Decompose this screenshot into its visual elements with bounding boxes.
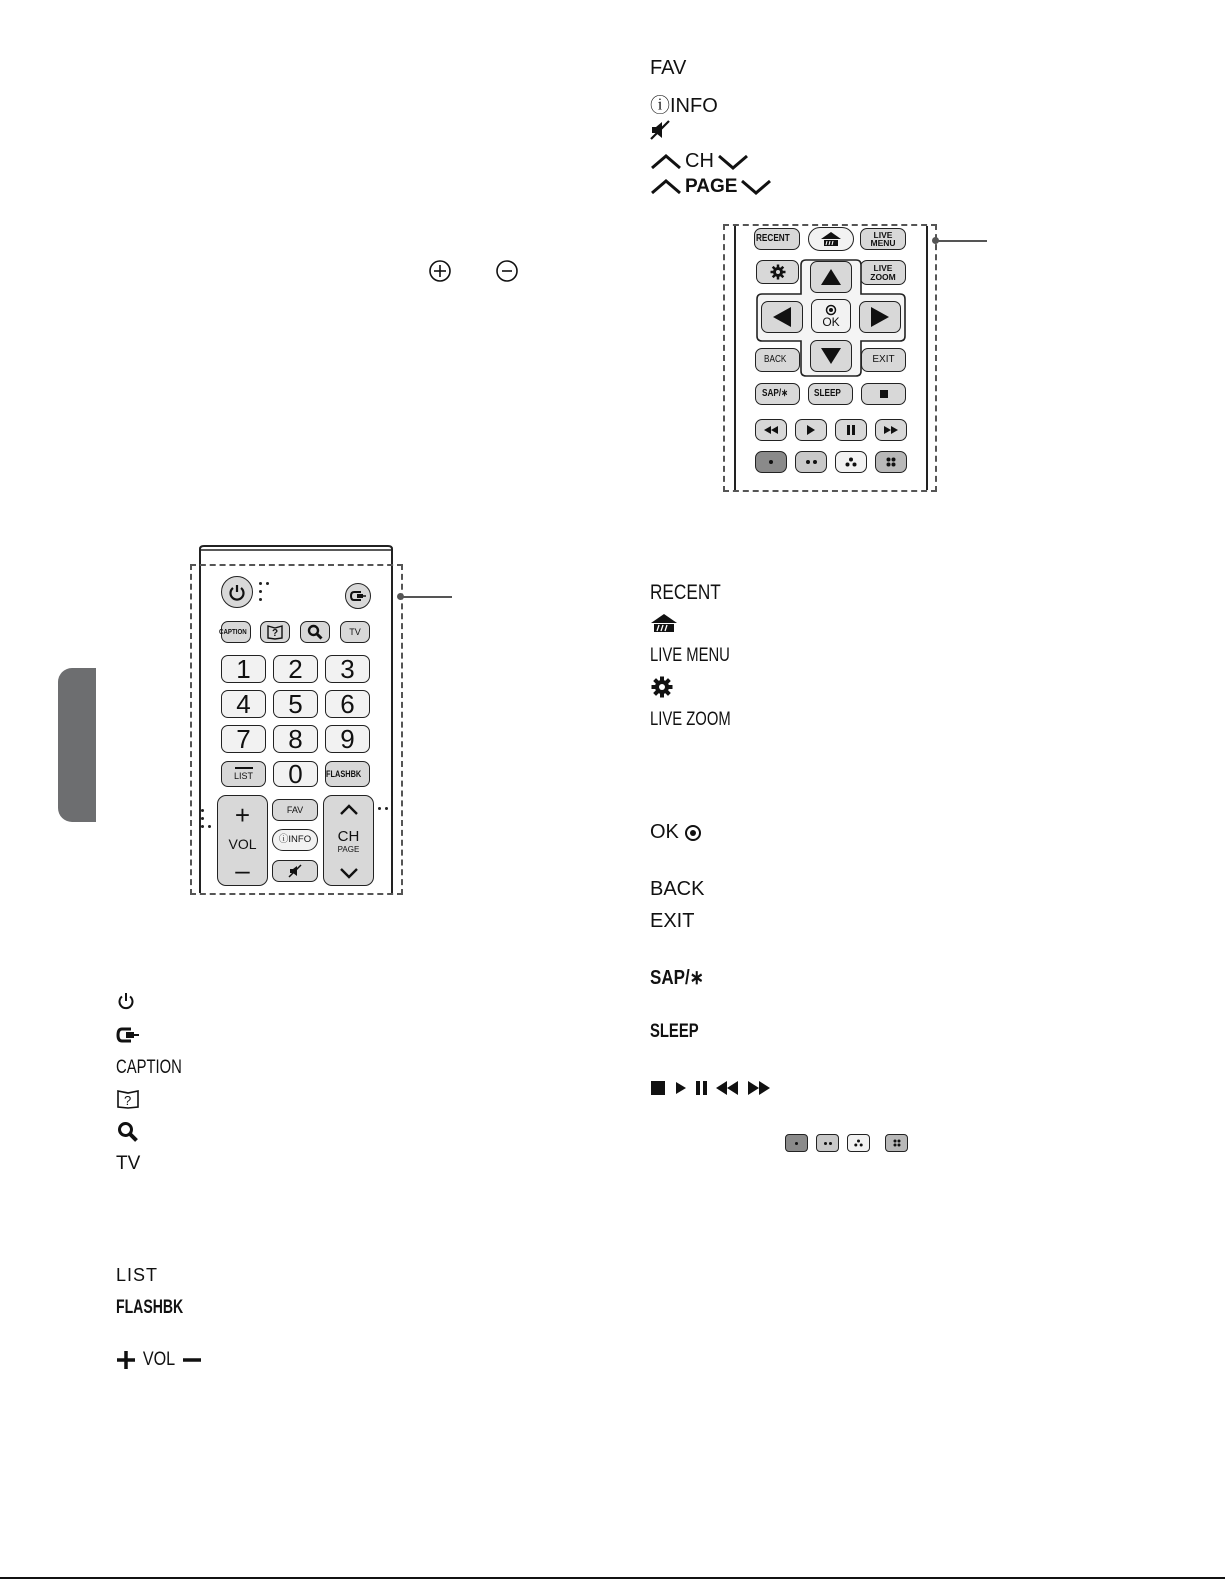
live-zoom-button[interactable]: LIVE ZOOM (860, 260, 906, 285)
sleep-button[interactable]: SLEEP (808, 383, 853, 405)
ok-dot-icon (684, 824, 702, 842)
channel-rocker[interactable]: CH PAGE (323, 795, 374, 886)
live-zoom-label: LIVE ZOOM (650, 709, 731, 730)
chevron-up-icon (339, 804, 359, 816)
down-arrow-button[interactable] (810, 340, 852, 372)
rewind-icon (764, 426, 778, 434)
color-button-1[interactable] (755, 451, 787, 473)
digit-9-button[interactable]: 9 (325, 725, 370, 753)
left-arrow-button[interactable] (761, 301, 803, 333)
indicator-dots (259, 582, 273, 602)
recent-label: RECENT (650, 581, 721, 604)
color-chip-4 (885, 1134, 908, 1152)
color-chip-3 (847, 1134, 870, 1152)
ok-label: OK (650, 821, 702, 844)
live-menu-label: LIVE MENU (650, 645, 730, 666)
recent-button[interactable]: RECENT (754, 228, 800, 250)
digit-8-button[interactable]: 8 (273, 725, 318, 753)
digit-2-button[interactable]: 2 (273, 655, 318, 683)
color-chip-2 (816, 1134, 839, 1152)
page-bottom-rule (0, 1577, 1225, 1579)
mute-button[interactable] (272, 860, 318, 882)
flashbk-label: FLASHBK (116, 1297, 184, 1318)
help-book-icon (266, 624, 284, 640)
settings-gear-icon (651, 676, 673, 698)
ok-button[interactable]: OK (811, 299, 851, 333)
sap-button[interactable]: SAP/∗ (755, 383, 800, 405)
vol-plus-icon: + (234, 800, 251, 830)
digit-0-button[interactable]: 0 (273, 761, 318, 787)
input-icon (116, 1025, 140, 1045)
vol-label: VOL (116, 1349, 202, 1371)
sleep-label: SLEEP (650, 1021, 699, 1042)
home-icon (819, 231, 843, 247)
playback-icons (650, 1079, 774, 1099)
plus-icon (116, 1350, 136, 1370)
ch-label: CH (650, 150, 749, 173)
caption-button[interactable]: CAPTION (221, 621, 251, 643)
triangle-right-icon (870, 306, 890, 328)
chevron-down-icon (740, 178, 772, 196)
vol-minus-icon: – (235, 855, 250, 885)
triangle-up-icon (820, 268, 842, 286)
color-button-3[interactable] (835, 451, 867, 473)
search-button[interactable] (300, 621, 330, 643)
exit-button[interactable]: EXIT (861, 348, 906, 372)
color-button-4[interactable] (875, 451, 907, 473)
power-icon (117, 992, 135, 1010)
play-icon (807, 425, 815, 435)
tv-button[interactable]: TV (340, 621, 370, 643)
caption-label: CAPTION (116, 1057, 182, 1078)
help-book-icon (116, 1088, 140, 1110)
exit-label: EXIT (650, 910, 695, 932)
tv-label: TV (116, 1153, 141, 1174)
list-label: LIST (116, 1265, 159, 1285)
rewind-icon (716, 1081, 738, 1095)
fav-button[interactable]: FAV (272, 799, 318, 821)
rewind-button[interactable] (755, 419, 787, 441)
color-chip-1 (785, 1134, 808, 1152)
color-button-2[interactable] (795, 451, 827, 473)
info-label: ⓘINFO (650, 95, 718, 117)
stop-button[interactable] (861, 383, 906, 405)
fav-label: FAV (650, 57, 687, 79)
fast-forward-button[interactable] (875, 419, 907, 441)
input-button[interactable] (345, 583, 371, 609)
minus-circle-icon (495, 259, 519, 283)
power-button[interactable] (221, 576, 253, 608)
fast-forward-icon (884, 426, 898, 434)
right-arrow-button[interactable] (859, 301, 901, 333)
search-icon (307, 624, 323, 640)
digit-4-button[interactable]: 4 (221, 690, 266, 718)
home-icon (650, 612, 678, 634)
flashbk-button[interactable]: FLASHBK (325, 761, 370, 787)
digit-6-button[interactable]: 6 (325, 690, 370, 718)
svg-text:?: ? (272, 628, 279, 639)
digit-1-button[interactable]: 1 (221, 655, 266, 683)
play-button[interactable] (795, 419, 827, 441)
pause-icon (847, 425, 855, 435)
info-button[interactable]: ⓘINFO (272, 829, 318, 851)
svg-text:?: ? (124, 1093, 132, 1108)
chevron-down-icon (339, 867, 359, 879)
fast-forward-icon (748, 1081, 770, 1095)
minus-icon (182, 1350, 202, 1370)
page-label: PAGE (650, 176, 772, 198)
digit-7-button[interactable]: 7 (221, 725, 266, 753)
list-button[interactable]: LIST (221, 761, 266, 787)
digit-3-button[interactable]: 3 (325, 655, 370, 683)
sap-label: SAP/∗ (650, 967, 704, 989)
stop-icon (651, 1081, 665, 1095)
live-menu-button[interactable]: LIVE MENU (860, 228, 906, 250)
digit-5-button[interactable]: 5 (273, 690, 318, 718)
stop-icon (880, 390, 888, 398)
home-button[interactable] (808, 227, 854, 251)
back-button[interactable]: BACK (755, 348, 800, 372)
mute-icon (288, 864, 302, 878)
search-icon (117, 1121, 139, 1143)
input-icon (350, 590, 366, 602)
help-button[interactable] (260, 621, 290, 643)
mute-icon (650, 120, 670, 140)
chevron-up-icon (650, 178, 682, 196)
volume-rocker[interactable]: + VOL – (217, 795, 268, 886)
play-icon (676, 1082, 686, 1094)
plus-circle-icon (428, 259, 452, 283)
section-tab (58, 668, 96, 822)
pause-button[interactable] (835, 419, 867, 441)
triangle-left-icon (772, 306, 792, 328)
triangle-down-icon (820, 347, 842, 365)
chevron-down-icon (717, 153, 749, 171)
back-label: BACK (650, 878, 705, 900)
power-icon (228, 583, 246, 601)
chevron-up-icon (650, 153, 682, 171)
up-arrow-button[interactable] (810, 261, 852, 293)
